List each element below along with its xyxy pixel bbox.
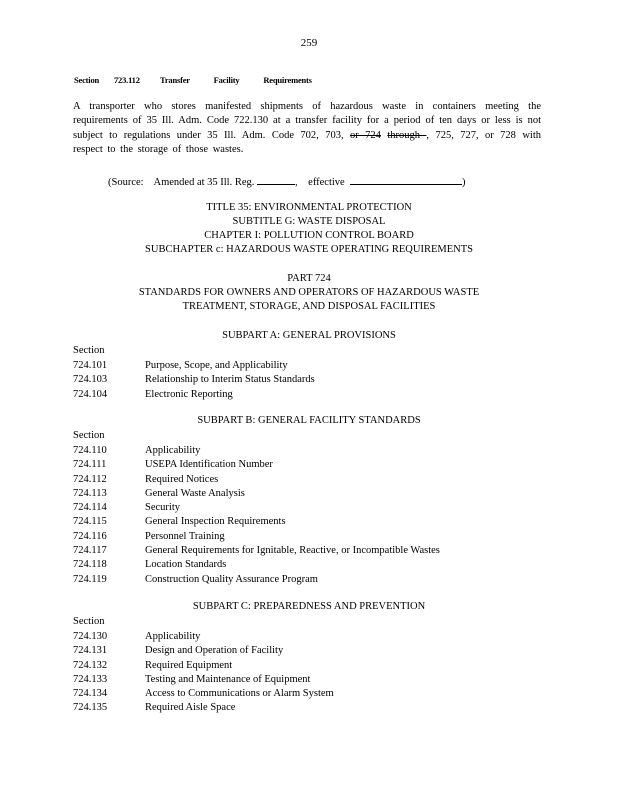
- section-number: 724.103: [73, 374, 108, 386]
- section-title: Required Notices: [145, 473, 219, 485]
- subpart-b-list: [73, 444, 440, 587]
- list-item[interactable]: [73, 544, 440, 558]
- source-sep: ,: [295, 177, 298, 188]
- section-number: 723.112: [114, 75, 140, 85]
- section-title: Relationship to Interim Status Standards: [145, 374, 315, 386]
- section-title: General Requirements for Ignitable, Reactive, or Incompatible Wastes: [145, 545, 440, 557]
- body-paragraph: [73, 100, 541, 157]
- list-item[interactable]: [73, 644, 334, 658]
- section-title: Location Standards: [145, 559, 227, 571]
- list-item[interactable]: [73, 473, 440, 487]
- section-number: 724.101: [73, 360, 108, 371]
- part-title-line-1: STANDARDS FOR OWNERS AND OPERATORS OF HAZARDOUS WASTE: [138, 287, 480, 298]
- list-item[interactable]: [73, 359, 315, 373]
- list-item[interactable]: [73, 701, 334, 715]
- list-item[interactable]: [73, 687, 334, 701]
- source-amended: Amended at 35 Ill. Reg.: [153, 177, 255, 188]
- section-number: 724.130: [73, 631, 108, 642]
- source-close: ): [461, 177, 466, 188]
- section-number: 724.104: [73, 388, 108, 400]
- section-title: Personnel Training: [145, 530, 225, 542]
- title-heading: TITLE 35: ENVIRONMENTAL PROTECTION: [206, 202, 412, 213]
- effective-blank-line: [350, 174, 462, 185]
- section-title: Applicability: [145, 445, 201, 456]
- reg-blank-line: [257, 174, 295, 185]
- section-title: Applicability: [145, 631, 201, 642]
- part-title-line-2: TREATMENT, STORAGE, AND DISPOSAL FACILITIES: [182, 301, 436, 312]
- source-open: (Source:: [108, 177, 144, 188]
- paragraph-text-1: A transporter who stores manifested shipments of hazardous waste in containers meeting the requirements of 35 Ill. Adm. Code 722.130 at a transfer facility for a period of ten days or less is not subject to regulations under 35 Ill. Adm. Code 702, 703,: [73, 101, 541, 141]
- source-effective: effective: [308, 177, 345, 188]
- section-number: 724.112: [73, 473, 107, 485]
- section-number: 724.118: [73, 559, 107, 571]
- section-heading: [74, 75, 312, 85]
- list-item[interactable]: [73, 558, 440, 572]
- section-number: 724.133: [73, 673, 108, 685]
- section-number: 724.134: [73, 688, 108, 700]
- section-number: 724.111: [73, 459, 107, 471]
- section-number: 724.117: [73, 545, 107, 557]
- section-title: General Inspection Requirements: [145, 516, 286, 528]
- section-number: 724.114: [73, 502, 107, 514]
- section-number: 724.135: [73, 702, 108, 714]
- part-heading: PART 724: [287, 273, 331, 284]
- list-item[interactable]: [73, 530, 440, 544]
- list-item[interactable]: [73, 659, 334, 673]
- section-title: Construction Quality Assurance Program: [145, 573, 318, 585]
- section-title: USEPA Identification Number: [145, 459, 273, 471]
- subpart-a-heading: SUBPART A: GENERAL PROVISIONS: [222, 330, 396, 341]
- list-item[interactable]: [73, 573, 440, 587]
- list-item[interactable]: [73, 388, 315, 402]
- paragraph-text-2: , 725, 727, or 728 with respect to the storage of those wastes.: [73, 129, 542, 155]
- subpart-a-list: [73, 359, 315, 402]
- subpart-b-section-label: Section: [73, 430, 105, 441]
- page-number: 259: [300, 37, 318, 49]
- section-number: 724.132: [73, 659, 108, 671]
- list-item[interactable]: [73, 444, 440, 458]
- list-item[interactable]: [73, 487, 440, 501]
- section-title: Access to Communications or Alarm System: [145, 688, 334, 700]
- section-title: Design and Operation of Facility: [145, 645, 284, 657]
- subpart-c-section-label: Section: [73, 616, 105, 627]
- subpart-a-section-label: Section: [73, 345, 105, 356]
- subpart-b-heading: SUBPART B: GENERAL FACILITY STANDARDS: [197, 415, 421, 426]
- subtitle-heading: SUBTITLE G: WASTE DISPOSAL: [232, 216, 386, 227]
- list-item[interactable]: [73, 501, 440, 515]
- struck-text-1: or 724: [350, 129, 381, 141]
- section-number: 724.115: [73, 516, 107, 528]
- struck-text-2: through: [387, 129, 427, 141]
- list-item[interactable]: [73, 458, 440, 472]
- section-number: 724.113: [73, 487, 107, 499]
- section-title: Purpose, Scope, and Applicability: [145, 360, 288, 371]
- list-item[interactable]: [73, 673, 334, 687]
- section-title: Required Equipment: [145, 659, 233, 671]
- section-title: Security: [145, 502, 180, 514]
- section-title: General Waste Analysis: [145, 487, 245, 499]
- section-title: Required Aisle Space: [145, 702, 236, 714]
- source-note: [108, 174, 465, 188]
- section-title: Electronic Reporting: [145, 388, 233, 400]
- section-number: 724.119: [73, 573, 107, 585]
- subpart-c-list: [73, 630, 334, 716]
- section-number: 724.110: [73, 445, 107, 456]
- section-title: Transfer Facility Requirements: [160, 75, 312, 85]
- section-number: 724.116: [73, 530, 107, 542]
- list-item[interactable]: [73, 630, 334, 644]
- subchapter-heading: SUBCHAPTER c: HAZARDOUS WASTE OPERATING REQUIREMENTS: [145, 244, 473, 255]
- section-word: Section: [74, 75, 100, 85]
- list-item[interactable]: [73, 373, 315, 387]
- subpart-c-heading: SUBPART C: PREPAREDNESS AND PREVENTION: [192, 601, 426, 612]
- section-number: 724.131: [73, 645, 108, 657]
- list-item[interactable]: [73, 515, 440, 529]
- section-title: Testing and Maintenance of Equipment: [145, 673, 311, 685]
- chapter-heading: CHAPTER I: POLLUTION CONTROL BOARD: [204, 230, 414, 241]
